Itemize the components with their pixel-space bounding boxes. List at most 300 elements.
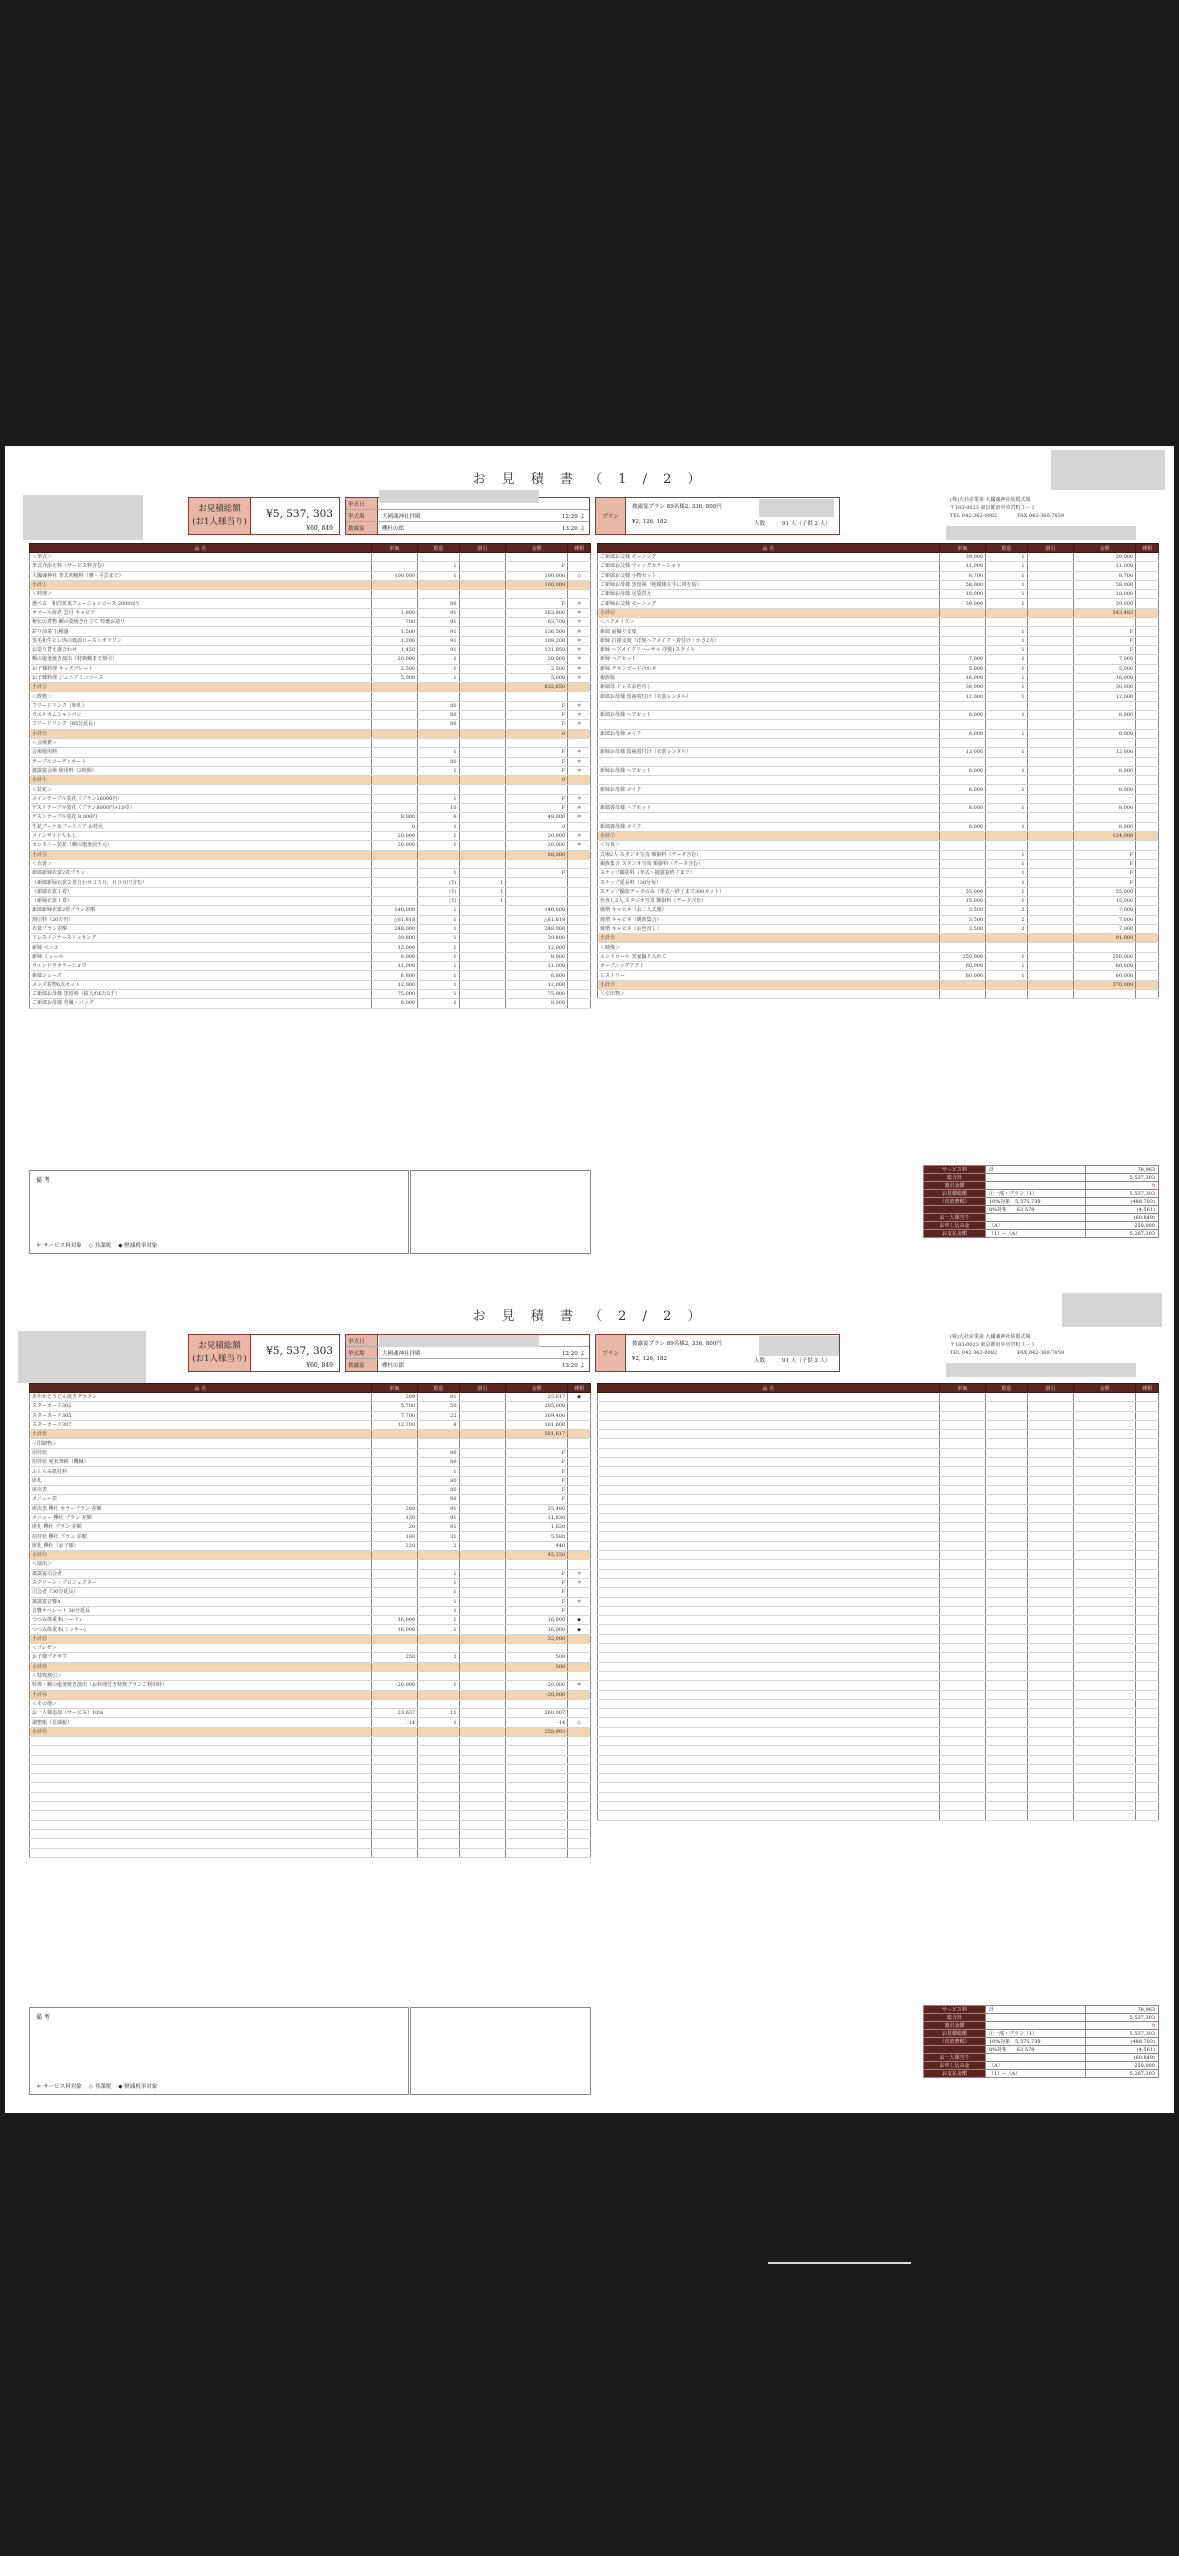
table-cell: [459, 1662, 506, 1671]
table-cell: [506, 1802, 568, 1811]
table-cell: [459, 1755, 506, 1764]
column-header: 割引: [1027, 1384, 1074, 1393]
table-cell: [939, 1699, 986, 1708]
table-cell: [568, 1829, 591, 1838]
table-cell: [568, 1458, 591, 1467]
table-cell: [459, 915, 506, 924]
table-row: [30, 831, 591, 840]
table-cell: 1: [418, 915, 459, 924]
table-cell: [459, 1439, 506, 1448]
table-cell: [986, 1551, 1027, 1560]
table-cell: [30, 1736, 372, 1745]
table-cell: [1027, 1476, 1074, 1485]
table-cell: [1136, 1699, 1159, 1708]
table-cell: [371, 804, 418, 813]
table-cell: [371, 1430, 418, 1439]
table-cell: [1027, 571, 1074, 580]
table-cell: [986, 1523, 1027, 1532]
table-cell: ご新郎お母様 黒留袖（紋入れ6万5千）: [30, 989, 372, 998]
table-cell: [1074, 1560, 1136, 1569]
table-cell: [506, 590, 568, 599]
table-cell: [568, 1644, 591, 1653]
table-cell: [1136, 980, 1159, 989]
table-cell: [506, 887, 568, 896]
remarks-label: 備 考: [36, 2014, 50, 2021]
table-cell: [598, 1764, 940, 1773]
table-cell: [1027, 1764, 1074, 1773]
table-cell: [939, 1588, 986, 1597]
table-cell: △81,818: [371, 915, 418, 924]
table-cell: 25,480: [506, 1504, 568, 1513]
summary-detail: 8%対象 63,578: [986, 1206, 1086, 1214]
table-row: [30, 859, 591, 868]
table-row: [30, 1439, 591, 1448]
table-cell: 1: [459, 896, 506, 905]
table-cell: 2: [986, 915, 1027, 924]
table-cell: F: [1074, 869, 1136, 878]
table-row: [30, 673, 591, 682]
table-row: [598, 711, 1159, 720]
table-cell: [598, 1420, 940, 1429]
table-cell: 169,400: [506, 1411, 568, 1420]
table-cell: [418, 1820, 459, 1829]
table-cell: 0: [506, 776, 568, 785]
table-cell: [1136, 841, 1159, 850]
table-cell: -20,000: [506, 1681, 568, 1690]
summary-detail: 10%対象 5,375,739: [986, 2038, 1086, 2046]
summary-value: 78,963: [1086, 1166, 1159, 1174]
table-cell: [598, 1616, 940, 1625]
table-cell: 席札 欅杜 プラン 差額: [30, 1523, 372, 1532]
table-row: [598, 757, 1159, 766]
table-cell: F: [506, 1606, 568, 1615]
table-cell: [1074, 1495, 1136, 1504]
table-cell: [1027, 1402, 1074, 1411]
table-cell: [371, 1764, 418, 1773]
table-cell: [939, 1560, 986, 1569]
table-cell: 招待状 欅杜 プラン 差額: [30, 1532, 372, 1541]
table-row: [30, 1430, 591, 1439]
plan-price: ¥2, 126, 182: [632, 519, 667, 525]
table-cell: 22: [418, 1411, 459, 1420]
table-cell: [939, 776, 986, 785]
table-cell: [1136, 1523, 1159, 1532]
table-cell: [568, 878, 591, 887]
table-cell: [939, 738, 986, 747]
table-cell: [986, 1448, 1027, 1457]
table-cell: [986, 1560, 1027, 1569]
table-cell: [1074, 1458, 1136, 1467]
table-cell: 5,580: [506, 1532, 568, 1541]
table-cell: 80: [418, 711, 459, 720]
table-row: [30, 1485, 591, 1494]
table-cell: [598, 1495, 940, 1504]
table-cell: 8,000: [939, 711, 986, 720]
table-row: [598, 692, 1159, 701]
page-title: お 見 積 書 （ 2 / 2 ）: [472, 1309, 707, 1324]
table-cell: [1027, 664, 1074, 673]
table-row: [30, 1606, 591, 1615]
table-cell: ＜その他＞: [30, 1699, 372, 1708]
table-row-empty: [598, 1551, 1159, 1560]
table-cell: [568, 1402, 591, 1411]
table-cell: 91: [418, 627, 459, 636]
table-cell: [1027, 1420, 1074, 1429]
table-cell: [1136, 1467, 1159, 1476]
table-cell: [1027, 924, 1074, 933]
table-cell: [459, 1495, 506, 1504]
table-cell: [568, 915, 591, 924]
info-value: 欅杜の郎: [382, 1363, 405, 1369]
estimate-table-left: [29, 1383, 591, 1858]
table-cell: [939, 1458, 986, 1467]
summary-row: [924, 1222, 1159, 1230]
table-cell: [986, 1764, 1027, 1773]
table-cell: [1027, 1783, 1074, 1792]
table-cell: [459, 1420, 506, 1429]
table-cell: 席札: [30, 1476, 372, 1485]
table-cell: [568, 1430, 591, 1439]
table-cell: ＊: [568, 831, 591, 840]
summary-label: 割引金額: [924, 1182, 986, 1190]
table-cell: [568, 785, 591, 794]
table-cell: 16,000: [371, 1616, 418, 1625]
table-cell: [1136, 1458, 1159, 1467]
table-row: [598, 590, 1159, 599]
table-cell: [1027, 636, 1074, 645]
table-cell: [1136, 887, 1159, 896]
table-cell: [1074, 1644, 1136, 1653]
table-cell: [1136, 1736, 1159, 1745]
table-cell: [939, 1774, 986, 1783]
table-row-empty: [598, 1681, 1159, 1690]
table-row: [598, 952, 1159, 961]
table-cell: [506, 1848, 568, 1857]
table-cell: 109,200: [506, 636, 568, 645]
table-cell: [459, 924, 506, 933]
table-cell: ご新郎お母様 草履・バッグ: [30, 999, 372, 1008]
table-cell: F: [506, 720, 568, 729]
table-cell: [1074, 989, 1136, 998]
table-cell: ＊: [568, 645, 591, 654]
table-row-empty: [598, 1774, 1159, 1783]
summary-detail: [986, 2022, 1086, 2030]
table-cell: 16,000: [939, 673, 986, 682]
table-cell: [1136, 720, 1159, 729]
table-cell: [459, 1504, 506, 1513]
column-header: 数量: [418, 544, 459, 553]
table-cell: [568, 980, 591, 989]
table-row: [598, 962, 1159, 971]
table-cell: [418, 1755, 459, 1764]
table-cell: [371, 1588, 418, 1597]
table-cell: -14: [506, 1718, 568, 1727]
table-cell: [1027, 989, 1074, 998]
table-cell: [371, 1458, 418, 1467]
table-row: [598, 822, 1159, 831]
table-cell: ＊: [568, 748, 591, 757]
table-cell: 80: [418, 720, 459, 729]
table-cell: 1: [418, 1718, 459, 1727]
table-cell: [459, 1597, 506, 1606]
table-cell: 新郎お母様 留袖着付け（衣装レンタル）: [598, 692, 940, 701]
column-header: 割引: [459, 544, 506, 553]
table-cell: [459, 1588, 506, 1597]
table-cell: [568, 1495, 591, 1504]
table-cell: [986, 1467, 1027, 1476]
table-cell: [986, 831, 1027, 840]
table-cell: [1074, 1671, 1136, 1680]
table-cell: 91: [418, 1504, 459, 1513]
table-cell: [371, 1448, 418, 1457]
table-cell: [1074, 1709, 1136, 1718]
table-row: [30, 1448, 591, 1457]
table-cell: 新婦 ベニエ: [30, 943, 372, 952]
table-cell: [598, 1513, 940, 1522]
column-header: 品 名: [598, 1384, 940, 1393]
table-cell: 1: [986, 850, 1027, 859]
table-row: [598, 608, 1159, 617]
table-cell: 140,000: [371, 906, 418, 915]
table-cell: [568, 1755, 591, 1764]
table-cell: [598, 1671, 940, 1680]
table-row: [598, 683, 1159, 692]
table-row: [30, 1718, 591, 1727]
table-row: [598, 729, 1159, 738]
stamp-box: [410, 1170, 591, 1254]
table-cell: ご新郎お父様 ウィングカラーシャツ: [598, 562, 940, 571]
table-cell: 1: [418, 673, 459, 682]
table-cell: 6: [418, 813, 459, 822]
table-cell: [30, 1829, 372, 1838]
table-cell: [1027, 776, 1074, 785]
table-cell: 新郎新婦衣裳2着プラン: [30, 869, 372, 878]
table-cell: [418, 1848, 459, 1857]
table-cell: [371, 1811, 418, 1820]
table-cell: 209: [371, 1393, 418, 1402]
table-cell: [568, 1811, 591, 1820]
table-cell: 新婦 チキンゴード合わせ: [598, 664, 940, 673]
table-cell: [459, 599, 506, 608]
table-cell: [1027, 934, 1074, 943]
table-cell: [986, 1606, 1027, 1615]
table-cell: [598, 1467, 940, 1476]
table-cell: [506, 1671, 568, 1680]
table-cell: [371, 1485, 418, 1494]
table-cell: [598, 1718, 940, 1727]
table-cell: [939, 841, 986, 850]
table-cell: [1074, 1606, 1136, 1615]
summary-table: [923, 1165, 1159, 1238]
table-cell: [418, 553, 459, 562]
table-cell: [371, 757, 418, 766]
table-cell: [986, 1420, 1027, 1429]
table-cell: 小計⑮: [30, 1727, 372, 1736]
table-row: [30, 655, 591, 664]
table-cell: [418, 1430, 459, 1439]
table-cell: [568, 943, 591, 952]
table-cell: ふくらみ紙付料: [30, 1467, 372, 1476]
table-cell: [1074, 1802, 1136, 1811]
table-cell: 543,482: [1074, 608, 1136, 617]
table-cell: 500: [506, 1662, 568, 1671]
table-cell: 7,700: [371, 1411, 418, 1420]
table-cell: [568, 906, 591, 915]
per-person-amount: ¥60, 849: [306, 525, 333, 532]
table-cell: F: [506, 701, 568, 710]
table-cell: [1136, 590, 1159, 599]
table-cell: [1136, 1746, 1159, 1755]
table-cell: 1: [418, 906, 459, 915]
table-cell: 8,000: [1074, 766, 1136, 775]
table-cell: 60,000: [1074, 962, 1136, 971]
table-row: [598, 804, 1159, 813]
table-cell: [986, 1774, 1027, 1783]
table-cell: 18,000: [939, 590, 986, 599]
table-cell: [939, 1420, 986, 1429]
table-cell: [598, 1485, 940, 1494]
table-cell: 1: [418, 655, 459, 664]
table-row: [598, 580, 1159, 589]
table-cell: [1027, 701, 1074, 710]
table-cell: [459, 627, 506, 636]
table-cell: [371, 683, 418, 692]
table-cell: 焼増 キャビネ（親族集合）: [598, 915, 940, 924]
table-cell: 12,000: [1074, 748, 1136, 757]
table-cell: [939, 1662, 986, 1671]
table-cell: [1027, 1448, 1074, 1457]
table-cell: 0: [371, 822, 418, 831]
table-cell: [1074, 1578, 1136, 1587]
table-cell: [30, 1811, 372, 1820]
table-row: [30, 962, 591, 971]
table-cell: 1: [986, 599, 1027, 608]
table-cell: 581,617: [506, 1430, 568, 1439]
table-cell: 小計⑧: [598, 934, 940, 943]
redacted-date: [379, 1335, 539, 1347]
table-cell: [986, 776, 1027, 785]
table-row: [30, 1690, 591, 1699]
table-cell: F: [506, 869, 568, 878]
table-cell: 新郎母 ドレスお色直し: [598, 683, 940, 692]
table-cell: [459, 841, 506, 850]
table-cell: [418, 1551, 459, 1560]
table-cell: お子様プチギフ: [30, 1653, 372, 1662]
table-cell: 生花ブーケ＆ブートニア お持込: [30, 822, 372, 831]
table-cell: [1027, 962, 1074, 971]
table-cell: [598, 1755, 940, 1764]
table-row-empty: [598, 1606, 1159, 1615]
table-row: [30, 785, 591, 794]
table-cell: [568, 1411, 591, 1420]
table-row-empty: [598, 1402, 1159, 1411]
table-cell: 音響オペレート 30分延長: [30, 1606, 372, 1615]
table-cell: フリードリンク（85分延長）: [30, 720, 372, 729]
table-cell: [1074, 1523, 1136, 1532]
table-row-empty: [598, 1513, 1159, 1522]
table-cell: 20,000: [506, 831, 568, 840]
table-cell: [598, 1402, 940, 1411]
table-cell: F: [506, 748, 568, 757]
table-cell: [568, 999, 591, 1008]
table-cell: ＊: [568, 766, 591, 775]
summary-value: 5,537,303: [1086, 1174, 1159, 1182]
table-cell: 39,800: [371, 934, 418, 943]
table-cell: [1074, 813, 1136, 822]
table-cell: [1027, 1467, 1074, 1476]
table-cell: [1136, 1597, 1159, 1606]
table-row-empty: [30, 1746, 591, 1755]
table-cell: ＊: [568, 599, 591, 608]
table-cell: 39,000: [1074, 599, 1136, 608]
table-row-empty: [30, 1792, 591, 1801]
table-row-empty: [598, 1718, 1159, 1727]
info-value: 大國魂神社拝殿: [382, 1350, 421, 1357]
table-cell: [459, 1541, 506, 1550]
table-cell: ゲストテーブル装花 8,000円: [30, 813, 372, 822]
table-cell: 259,993: [506, 1727, 568, 1736]
table-row: [598, 562, 1159, 571]
table-cell: 440: [506, 1541, 568, 1550]
table-cell: 140,000: [506, 906, 568, 915]
table-row: [30, 1625, 591, 1634]
redacted-staff: [946, 526, 1136, 540]
table-cell: [418, 683, 459, 692]
table-cell: F: [506, 1467, 568, 1476]
table-row: [598, 571, 1159, 580]
table-cell: 2: [418, 1541, 459, 1550]
table-row-empty: [30, 1736, 591, 1745]
summary-detail: （A）: [986, 1222, 1086, 1230]
table-cell: お子様料理 キッズプレート: [30, 664, 372, 673]
table-row: [598, 980, 1159, 989]
table-cell: 7,000: [1074, 924, 1136, 933]
summary-value: (4,561): [1086, 1206, 1159, 1214]
table-cell: [459, 1709, 506, 1718]
summary-label: お支払金額: [924, 1230, 986, 1238]
table-cell: 1: [986, 887, 1027, 896]
table-cell: F: [506, 1485, 568, 1494]
table-cell: [568, 869, 591, 878]
table-cell: [371, 1476, 418, 1485]
table-cell: [1136, 850, 1159, 859]
table-cell: [371, 1606, 418, 1615]
table-cell: [1027, 720, 1074, 729]
table-cell: [371, 562, 418, 571]
table-row-empty: [598, 1495, 1159, 1504]
table-cell: F: [1074, 850, 1136, 859]
table-cell: [939, 1616, 986, 1625]
table-cell: [30, 1839, 372, 1848]
table-cell: [506, 1439, 568, 1448]
table-cell: [1136, 878, 1159, 887]
table-cell: 500: [506, 1653, 568, 1662]
table-cell: 1: [986, 664, 1027, 673]
table-row: [598, 841, 1159, 850]
table-cell: [1136, 1783, 1159, 1792]
table-cell: [1136, 1709, 1159, 1718]
table-cell: [986, 1393, 1027, 1402]
table-cell: [1027, 869, 1074, 878]
summary-value: 5,537,303: [1086, 2014, 1159, 2022]
table-cell: [1027, 729, 1074, 738]
summary-value: (60,849): [1086, 1214, 1159, 1222]
table-cell: オープニングアクト: [598, 962, 940, 971]
table-cell: [459, 1829, 506, 1838]
table-cell: [1027, 599, 1074, 608]
table-cell: [986, 757, 1027, 766]
table-cell: [418, 1792, 459, 1801]
